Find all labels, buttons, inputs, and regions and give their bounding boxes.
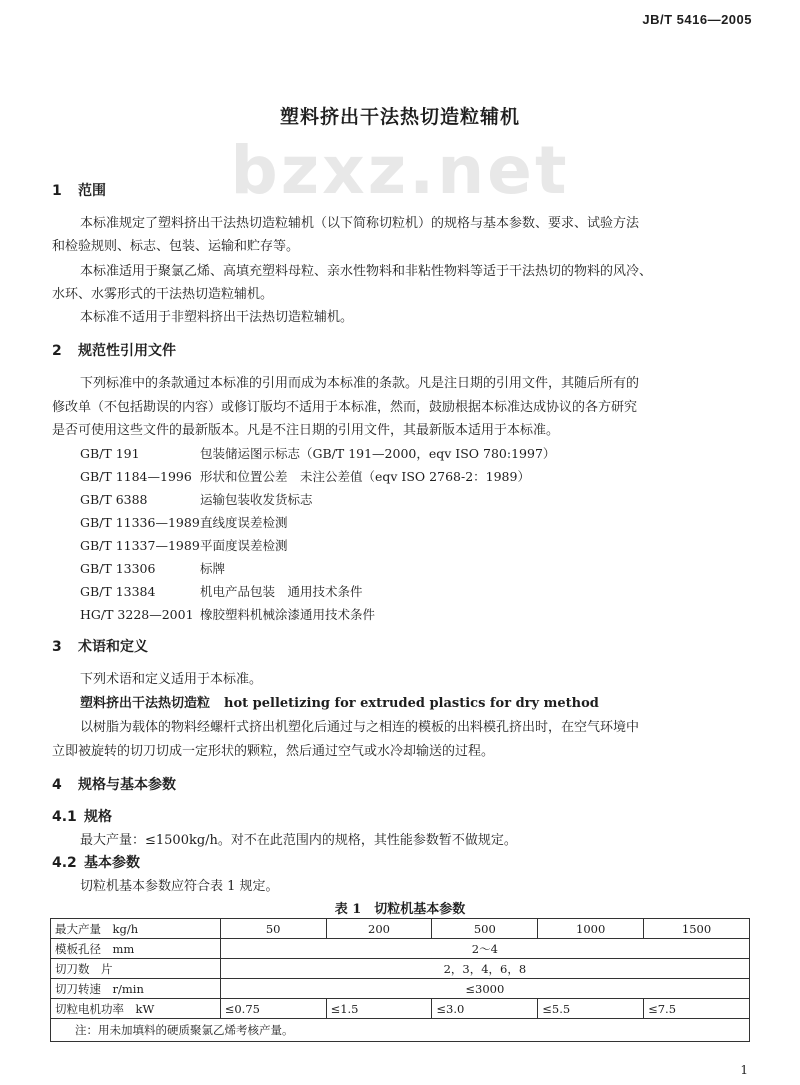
table-cell: 2～4 (220, 939, 749, 959)
section-4-heading: 4 规格与基本参数 (52, 777, 176, 793)
table-cell: 200 (326, 919, 432, 939)
table-cell: ≤3.0 (432, 999, 538, 1019)
table-caption: 表 1 切粒机基本参数 (334, 902, 466, 917)
table-cell: 1000 (538, 919, 644, 939)
paragraph: 本标准不适用于非塑料挤出干法热切造粒辅机。 (80, 310, 354, 325)
table-row (51, 959, 750, 979)
row-label: 模板孔径 mm (51, 939, 221, 959)
table-cell: ≤7.5 (644, 999, 750, 1019)
paragraph: 下列术语和定义适用于本标准。 (80, 672, 263, 687)
table-row (51, 999, 750, 1019)
paragraph: 水环、水雾形式的干法热切造粒辅机。 (52, 287, 274, 302)
document-title: 塑料挤出干法热切造粒辅机 (279, 106, 520, 128)
table-cell: 50 (220, 919, 326, 939)
paragraph: 本标准适用于聚氯乙烯、高填充塑料母粒、亲水性物料和非粘性物料等适于干法热切的物料的风冷、 (80, 264, 653, 279)
table-row (51, 939, 750, 959)
definition-text: 以树脂为载体的物料经螺杆式挤出机塑化后通过与之相连的模板的出料模孔挤出时，在空气环境中 (80, 720, 640, 735)
watermark: bzxz.net (230, 132, 570, 209)
table-cell: 500 (432, 919, 538, 939)
subsection-4-1-heading: 4.1 规格 (52, 809, 112, 825)
subsection-4-2-heading: 4.2 基本参数 (52, 855, 140, 871)
paragraph: 本标准规定了塑料挤出干法热切造粒辅机（以下简称切粒机）的规格与基本参数、要求、试验方法 (80, 216, 640, 231)
page-number: 1 (740, 1063, 748, 1077)
reference-item: GB/T 11336—1989直线度误差检测 (80, 515, 288, 530)
paragraph: 最大产量：≤1500kg/h。对不在此范围内的规格，其性能参数暂不做规定。 (80, 833, 517, 848)
table-cell: ≤5.5 (538, 999, 644, 1019)
table-cell: ≤0.75 (220, 999, 326, 1019)
paragraph: 和检验规则、标志、包装、运输和贮存等。 (52, 239, 300, 254)
parameters-table (50, 918, 750, 1042)
section-1-heading: 1 范围 (52, 183, 106, 199)
reference-item: GB/T 191 包装储运图示标志（GB/T 191—2000，eqv ISO 780:1997） (80, 446, 556, 461)
table-row (51, 1019, 750, 1042)
reference-item: HG/T 3228—2001 橡胶塑料机械涂漆通用技术条件 (80, 607, 376, 622)
table-cell: 1500 (644, 919, 750, 939)
paragraph: 切粒机基本参数应符合表 1 规定。 (80, 879, 279, 894)
row-label: 切刀转速 r/min (51, 979, 221, 999)
paragraph: 修改单（不包括勘误的内容）或修订版均不适用于本标准，然而，鼓励根据本标准达成协议的各方研究 (52, 400, 638, 415)
definition-text: 立即被旋转的切刀切成一定形状的颗粒，然后通过空气或水冷却输送的过程。 (52, 744, 495, 759)
table-cell: ≤1.5 (326, 999, 432, 1019)
table-row (51, 979, 750, 999)
table-cell: ≤3000 (220, 979, 749, 999)
reference-item: GB/T 13384 机电产品包装 通用技术条件 (80, 584, 363, 599)
table-note: 注：用未加填料的硬质聚氯乙烯考核产量。 (51, 1019, 750, 1042)
row-label: 最大产量 kg/h (51, 919, 221, 939)
table-cell: 2，3，4，6，8 (220, 959, 749, 979)
section-3-heading: 3 术语和定义 (52, 639, 148, 655)
reference-item: GB/T 13306 标牌 (80, 561, 226, 576)
reference-item: GB/T 11337—1989平面度误差检测 (80, 538, 288, 553)
paragraph: 是否可使用这些文件的最新版本。凡是不注日期的引用文件，其最新版本适用于本标准。 (52, 423, 560, 438)
row-label: 切刀数 片 (51, 959, 221, 979)
reference-item: GB/T 1184—1996 形状和位置公差 未注公差值（eqv ISO 2768-2：1989） (80, 469, 530, 484)
term-entry: 塑料挤出干法热切造粒 hot pelletizing for extruded plastics for dry method (80, 696, 599, 711)
paragraph: 下列标准中的条款通过本标准的引用而成为本标准的条款。凡是注日期的引用文件，其随后所有的 (80, 376, 640, 391)
reference-item: GB/T 6388 运输包装收发货标志 (80, 492, 313, 507)
row-label: 切粒电机功率 kW (51, 999, 221, 1019)
section-2-heading: 2 规范性引用文件 (52, 343, 176, 359)
standard-number: JB/T 5416—2005 (642, 12, 752, 27)
table-row (51, 919, 750, 939)
